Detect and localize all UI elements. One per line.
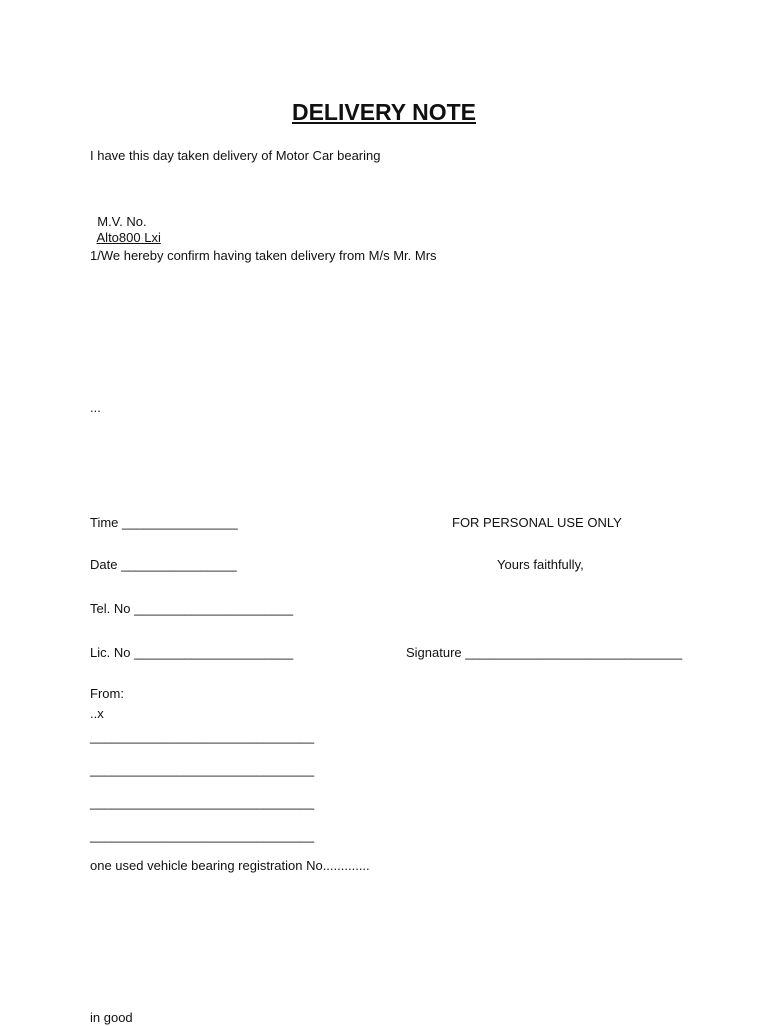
time-field: Time ________________ <box>90 515 238 530</box>
mv-label: M.V. No. <box>97 214 147 229</box>
from-x-text: ..x <box>90 706 104 721</box>
mv-number-line <box>90 198 161 246</box>
confirm-text: 1/We hereby confirm having taken delivery from M/s Mr. Mrs <box>90 248 437 263</box>
personal-use-label: FOR PERSONAL USE ONLY <box>452 515 622 530</box>
intro-text: I have this day taken delivery of Motor Car bearing <box>90 148 381 163</box>
signature-field: Signature ______________________________ <box>406 645 683 660</box>
vehicle-registration-text: one used vehicle bearing registration No............. <box>90 858 370 873</box>
address-line: _______________________________ <box>90 795 315 810</box>
ellipsis-text: ... <box>90 400 101 415</box>
document-title: DELIVERY NOTE <box>291 99 477 125</box>
yours-faithfully-text: Yours faithfully, <box>497 557 584 572</box>
tel-field: Tel. No ______________________ <box>90 601 294 616</box>
lic-field: Lic. No ______________________ <box>90 645 294 660</box>
in-good-text: in good <box>90 1010 133 1025</box>
from-label: From: <box>90 686 124 701</box>
date-field: Date ________________ <box>90 557 237 572</box>
mv-value: Alto800 Lxi <box>96 230 161 245</box>
address-line: _______________________________ <box>90 828 315 843</box>
address-line: _______________________________ <box>90 729 315 744</box>
address-line: _______________________________ <box>90 762 315 777</box>
